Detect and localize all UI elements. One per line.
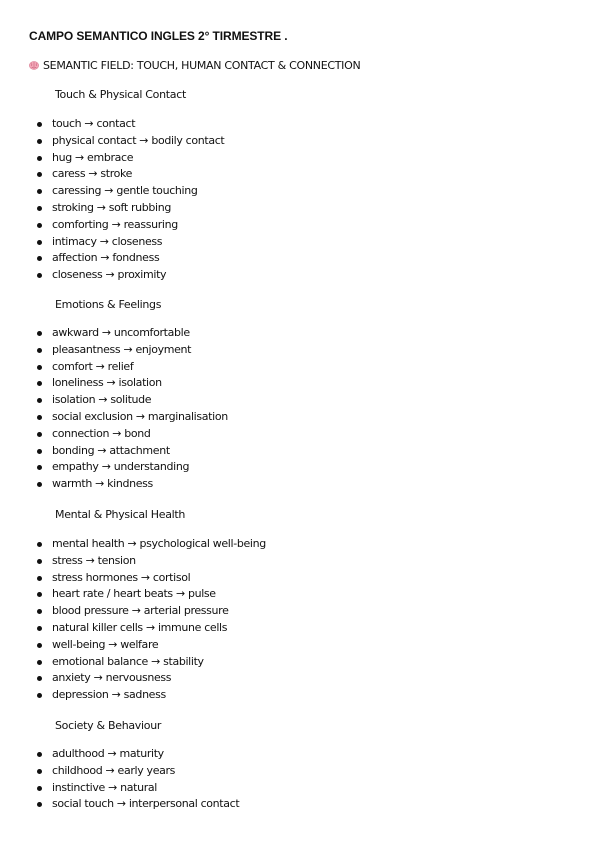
list-item-text: awkward → uncomfortable [52,326,190,339]
brain-icon [29,61,39,70]
list-item-text: comforting → reassuring [52,217,178,231]
bullet [37,189,42,194]
bullet [37,752,42,757]
list-item-text: pleasantness → enjoyment [52,342,192,356]
list-item-text: social touch → interpersonal contact [52,797,240,811]
bullet [37,256,42,261]
bullet [37,415,42,420]
list-item-text: well-being → welfare [52,637,159,651]
list-item-text: stroking → soft rubbing [52,200,172,214]
bullet [37,660,42,665]
semantic-field-label: SEMANTIC FIELD: TOUCH, HUMAN CONTACT & CONNECTION [43,59,361,72]
list-item-text: loneliness → isolation [52,376,162,390]
list-item-text: stress → tension [52,553,136,567]
bullet [37,802,42,807]
bullet [37,482,42,487]
bullet [37,122,42,127]
list-item-text: intimacy → closeness [52,234,163,248]
semantic-field-heading [29,59,360,72]
list-item-text: caressing → gentle touching [52,184,198,198]
list-item-text: natural killer cells → immune cells [52,620,228,634]
bullet [37,592,42,597]
list-item-text: childhood → early years [52,763,176,777]
list-item-text: stress hormones → cortisol [52,570,191,584]
bullet [37,156,42,161]
list-item-text: social exclusion → marginalisation [52,409,228,423]
list-item-text: closeness → proximity [52,268,167,282]
bullet [37,542,42,547]
section-title: Society & Behaviour [55,719,162,732]
bullet [37,449,42,454]
list-item-text: hug → embrace [52,150,134,164]
bullet [37,139,42,144]
list-item-text: warmth → kindness [52,477,153,491]
bullet [37,626,42,631]
bullet [37,331,42,336]
bullet [37,348,42,353]
bullet [37,206,42,211]
list-item-text: physical contact → bodily contact [52,133,225,147]
bullet [37,172,42,177]
bullet [37,432,42,437]
list-item-text: adulthood → maturity [52,747,164,760]
section-title: Mental & Physical Health [55,508,186,521]
bullet [37,576,42,581]
list-item-text: bonding → attachment [52,443,170,457]
bullet [37,381,42,386]
list-item-text: instinctive → natural [52,780,157,794]
list-item-text: heart rate / heart beats → pulse [52,587,216,601]
bullet [37,786,42,791]
section-title: Touch & Physical Contact [55,88,186,101]
list-item-text: caress → stroke [52,167,133,181]
list-item-text: mental health → psychological well-being [52,537,266,550]
bullet [37,223,42,228]
list-item-text: anxiety → nervousness [52,671,172,685]
list-item-text: blood pressure → arterial pressure [52,604,229,618]
list-item-text: comfort → relief [52,359,134,373]
bullet [37,240,42,245]
bullet [37,693,42,698]
bullet [37,398,42,403]
bullet [37,609,42,614]
bullet [37,769,42,774]
list-item-text: touch → contact [52,117,136,130]
bullet [37,676,42,681]
section-title: Emotions & Feelings [55,298,162,311]
list-item-text: affection → fondness [52,251,160,265]
list-item-text: connection → bond [52,426,151,440]
bullet [37,273,42,278]
list-item-text: isolation → solitude [52,393,152,407]
bullet [37,643,42,648]
document-title: CAMPO SEMANTICO INGLES 2° TIRMESTRE . [29,29,288,43]
bullet [37,365,42,370]
list-item-text: empathy → understanding [52,460,190,474]
list-item-text: emotional balance → stability [52,654,204,668]
bullet [37,559,42,564]
bullet [37,465,42,470]
list-item-text: depression → sadness [52,688,166,702]
